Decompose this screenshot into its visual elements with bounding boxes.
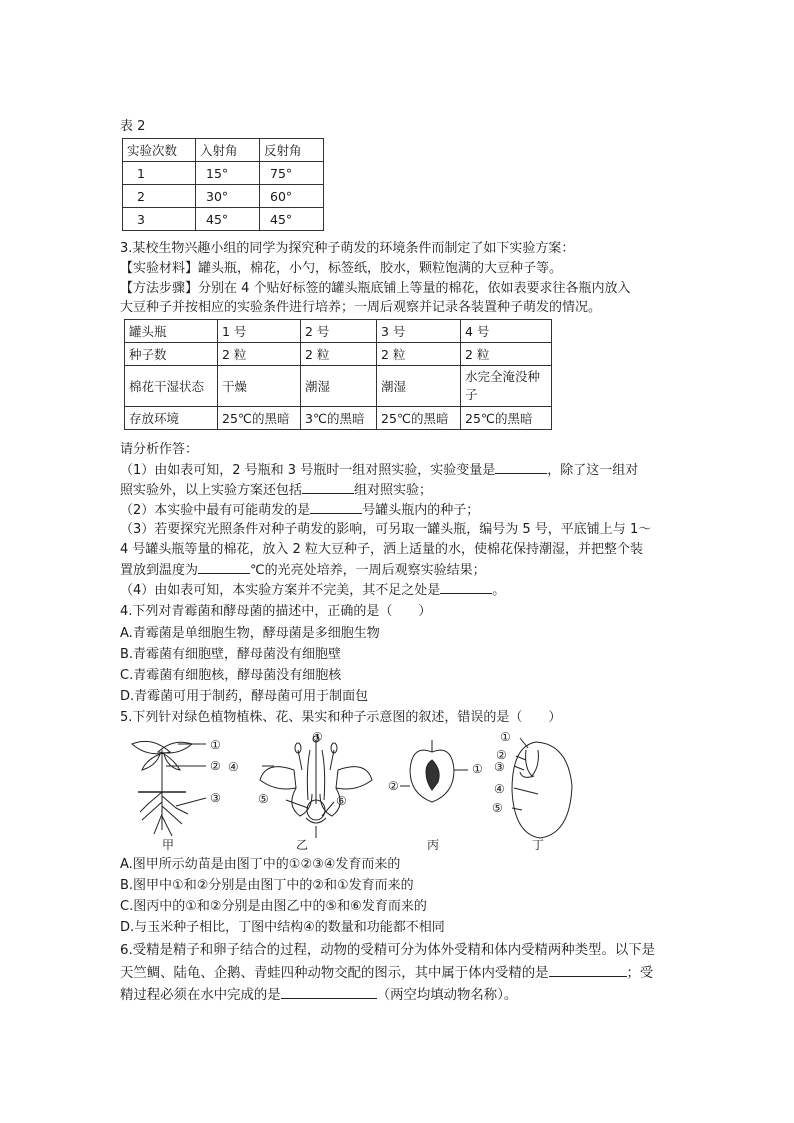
table-cell: 15° <box>196 162 260 185</box>
seed-experiment-table <box>124 319 552 430</box>
table-cell: 棉花干湿状态 <box>125 366 218 407</box>
table-cell: 75° <box>260 162 324 185</box>
answer-blank[interactable] <box>549 964 627 977</box>
q3-steps-line1: 【方法步骤】分别在 4 个贴好标签的罐头瓶底铺上等量的棉花，依如表要求往各瓶内放入 <box>120 281 631 296</box>
table-header-row <box>125 320 552 343</box>
answer-blank[interactable] <box>198 561 250 574</box>
text-segment: 组对照实验； <box>354 483 433 498</box>
table-header-cell: 罐头瓶 <box>125 320 218 343</box>
marker-label: ③ <box>210 791 221 805</box>
answer-blank[interactable] <box>302 481 354 494</box>
figure-caption-bing: 丙 <box>427 838 440 852</box>
q3-prompt: 请分析作答： <box>120 442 199 457</box>
table-cell: 水完全淹没种子 <box>461 366 552 407</box>
text-segment: 号罐头瓶内的种子； <box>362 503 480 518</box>
table-cell: 2 粒 <box>218 343 301 366</box>
marker-label: ③ <box>494 760 505 774</box>
q3-sub1-line2 <box>120 481 432 500</box>
marker-label: ① <box>472 762 483 776</box>
text-segment: ℃的光亮处培养，一周后观察实验结果； <box>250 563 486 578</box>
table-cell: 60° <box>260 185 324 208</box>
q4-option-b: B.青霉菌有细胞壁，酵母菌没有细胞壁 <box>120 647 342 662</box>
table-header-cell: 4 号 <box>461 320 552 343</box>
table-cell: 1 <box>123 162 196 185</box>
text-segment: 精过程必须在水中完成的是 <box>120 988 281 1003</box>
q5-option-d: D.与玉米种子相比，丁图中结构④的数量和功能都不相同 <box>120 920 445 935</box>
q3-intro: 3.某校生物兴趣小组的同学为探究种子萌发的环境条件而制定了如下实验方案： <box>120 241 575 256</box>
answer-blank[interactable] <box>440 581 492 594</box>
answer-blank[interactable] <box>495 461 547 474</box>
table-cell: 2 粒 <box>301 343 377 366</box>
q4-option-c: C.青霉菌有细胞核，酵母菌没有细胞核 <box>120 668 342 683</box>
table-row <box>125 407 552 430</box>
marker-label: ⑤ <box>492 801 503 815</box>
table-cell: 潮湿 <box>301 366 377 407</box>
table-header-cell: 入射角 <box>196 139 260 162</box>
q4-option-a: A.青霉菌是单细胞生物，酵母菌是多细胞生物 <box>120 626 380 641</box>
table2-caption: 表 2 <box>120 119 146 134</box>
table-header-row <box>123 139 324 162</box>
marker-label: ④ <box>228 760 239 774</box>
q5-stem: 5.下列针对绿色植物植株、花、果实和种子示意图的叙述，错误的是（ ） <box>120 710 562 725</box>
table-cell: 2 <box>123 185 196 208</box>
table-row <box>125 366 552 407</box>
table-cell: 种子数 <box>125 343 218 366</box>
q3-sub3-line1: （3）若要探究光照条件对种子萌发的影响，可另取一罐头瓶，编号为 5 号，平底铺上与 1～ <box>120 522 652 537</box>
q3-steps-line2: 大豆种子并按相应的实验条件进行培养；一周后观察并记录各装置种子萌发的情况。 <box>120 300 602 315</box>
marker-label: ② <box>210 759 221 773</box>
table-header-cell: 实验次数 <box>123 139 196 162</box>
seed-figure <box>512 738 572 838</box>
table-row <box>123 185 324 208</box>
text-segment: （4）由如表可知，本实验方案并不完美，其不足之处是 <box>120 583 441 598</box>
marker-label: ① <box>210 738 221 752</box>
q3-sub4 <box>120 581 505 600</box>
q5-option-c: C.图丙中的①和②分别是由图乙中的⑤和⑥发育而来的 <box>120 899 427 914</box>
text-segment: （2）本实验中最有可能萌发的是 <box>120 503 311 518</box>
reflection-table <box>122 138 324 231</box>
q4-stem: 4.下列对青霉菌和酵母菌的描述中，正确的是（ ） <box>120 604 432 619</box>
q6-line2 <box>120 964 653 983</box>
marker-label: ① <box>312 730 323 744</box>
q5-option-b: B.图甲中①和②分别是由图丁中的②和①发育而来的 <box>120 878 414 893</box>
marker-label: ⑤ <box>258 792 269 806</box>
table-cell: 30° <box>196 185 260 208</box>
table-cell: 2 粒 <box>377 343 461 366</box>
table-header-cell: 1 号 <box>218 320 301 343</box>
table-header-cell: 3 号 <box>377 320 461 343</box>
q3-sub3-line2: 4 号罐头瓶等量的棉花，放入 2 粒大豆种子，洒上适量的水，使棉花保持潮湿，并把整个装 <box>120 542 643 557</box>
q3-sub1-line1 <box>120 461 638 480</box>
table-header-cell: 反射角 <box>260 139 324 162</box>
text-segment: 天竺鲷、陆龟、企鹅、青蛙四种动物交配的图示，其中属于体内受精的是 <box>120 966 549 981</box>
table-header-cell: 2 号 <box>301 320 377 343</box>
table-cell: 干燥 <box>218 366 301 407</box>
marker-label: ⑥ <box>336 794 347 808</box>
q6-line3 <box>120 986 517 1005</box>
q4-option-d: D.青霉菌可用于制药，酵母菌可用于制面包 <box>120 689 369 704</box>
text-segment: 。 <box>492 583 506 598</box>
table-cell: 潮湿 <box>377 366 461 407</box>
text-segment: （1）由如表可知，2 号瓶和 3 号瓶时一组对照实验，实验变量是 <box>120 463 496 478</box>
table-cell: 存放环境 <box>125 407 218 430</box>
seedling-figure <box>132 741 206 836</box>
marker-label: ④ <box>494 782 505 796</box>
marker-label: ② <box>388 779 399 793</box>
text-segment: 置放到温度为 <box>120 563 199 578</box>
table-cell: 45° <box>196 208 260 231</box>
plant-figures <box>118 730 598 854</box>
fruit-figure <box>400 740 468 802</box>
text-segment: ；受 <box>626 966 654 981</box>
table-row <box>123 162 324 185</box>
q6-line1: 6.受精是精子和卵子结合的过程，动物的受精可分为体外受精和体内受精两种类型。以下是 <box>120 943 656 958</box>
figure-caption-ding: 丁 <box>532 838 545 852</box>
figure-caption-yi: 乙 <box>296 838 309 852</box>
table-cell: 45° <box>260 208 324 231</box>
figure-caption-jia: 甲 <box>162 838 175 852</box>
q3-sub2 <box>120 501 479 520</box>
marker-label: ② <box>496 748 507 762</box>
table-row <box>125 343 552 366</box>
table-cell: 3 <box>123 208 196 231</box>
q3-materials: 【实验材料】罐头瓶，棉花，小勺，标签纸，胶水，颗粒饱满的大豆种子等。 <box>120 261 563 276</box>
text-segment: （两空均填动物名称）。 <box>376 988 518 1003</box>
text-segment: 照实验外，以上实验方案还包括 <box>120 483 303 498</box>
table-cell: 25℃的黑暗 <box>218 407 301 430</box>
q5-option-a: A.图甲所示幼苗是由图丁中的①②③④发育而来的 <box>120 857 401 872</box>
answer-blank[interactable] <box>310 501 362 514</box>
table-cell: 25℃的黑暗 <box>377 407 461 430</box>
q3-sub3-line3 <box>120 561 486 580</box>
table-row <box>123 208 324 231</box>
table-cell: 2 粒 <box>461 343 552 366</box>
table-cell: 25℃的黑暗 <box>461 407 552 430</box>
answer-blank[interactable] <box>281 986 377 999</box>
flower-figure <box>260 734 372 838</box>
text-segment: ，除了这一组对 <box>547 463 639 478</box>
plant-diagram <box>118 730 598 854</box>
table-cell: 3℃的黑暗 <box>301 407 377 430</box>
marker-label: ① <box>500 730 511 744</box>
